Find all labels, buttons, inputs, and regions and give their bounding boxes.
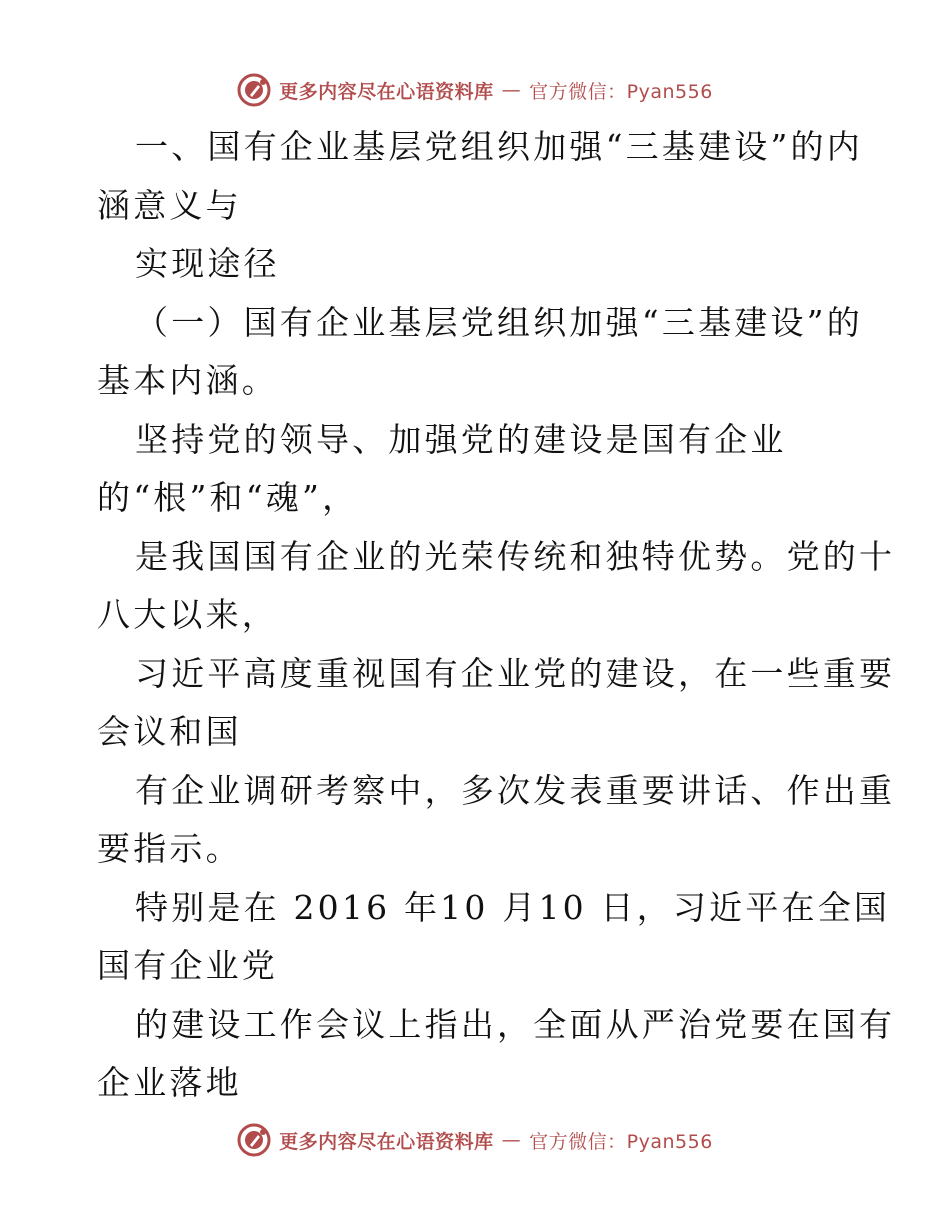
banner-brand-text: 更多内容尽在心语资料库 (279, 80, 494, 103)
subheading-line-2: 基本内涵。 (97, 361, 278, 400)
paragraph-line: 八大以来， (97, 595, 278, 634)
heading-line-3: 实现途径 (135, 244, 280, 283)
pen-nib-circle-icon (237, 1123, 271, 1157)
paragraph-line: 企业落地 (97, 1063, 242, 1102)
banner-wechat-text: 官方微信：Pyan556 (529, 1130, 713, 1153)
header-watermark-banner (0, 70, 950, 110)
paragraph-line: 的建设工作会议上指出，全面从严治党要在国有 (135, 1004, 896, 1044)
footer-watermark-banner (0, 1120, 950, 1160)
paragraph-line: 的“根”和“魂”， (97, 478, 359, 517)
paragraph-line: 特别是在 2016 年10 月10 日，习近平在全国 (135, 887, 891, 927)
paragraph-line: 国有企业党 (97, 946, 278, 985)
banner-wechat-text: 官方微信：Pyan556 (529, 80, 713, 103)
banner-separator: — (501, 1129, 522, 1151)
heading-line-2: 涵意义与 (97, 185, 242, 225)
paragraph-line: 会议和国 (97, 712, 242, 751)
paragraph-line: 坚持党的领导、加强党的建设是国有企业 (135, 419, 787, 459)
banner-separator: — (501, 79, 522, 101)
document-body (97, 118, 896, 1113)
paragraph-line: 习近平高度重视国有企业党的建设，在一些重要 (135, 653, 896, 693)
subheading-line-1: （一）国有企业基层党组织加强“三基建设”的 (135, 302, 863, 342)
heading-line-1: 一、国有企业基层党组织加强“三基建设”的内 (135, 127, 863, 166)
paragraph-line: 要指示。 (97, 829, 242, 868)
paragraph-line: 有企业调研考察中，多次发表重要讲话、作出重 (135, 770, 896, 810)
pen-nib-circle-icon (237, 73, 271, 107)
paragraph-line: 是我国国有企业的光荣传统和独特优势。党的十 (135, 536, 896, 576)
banner-brand-text: 更多内容尽在心语资料库 (279, 1130, 494, 1153)
